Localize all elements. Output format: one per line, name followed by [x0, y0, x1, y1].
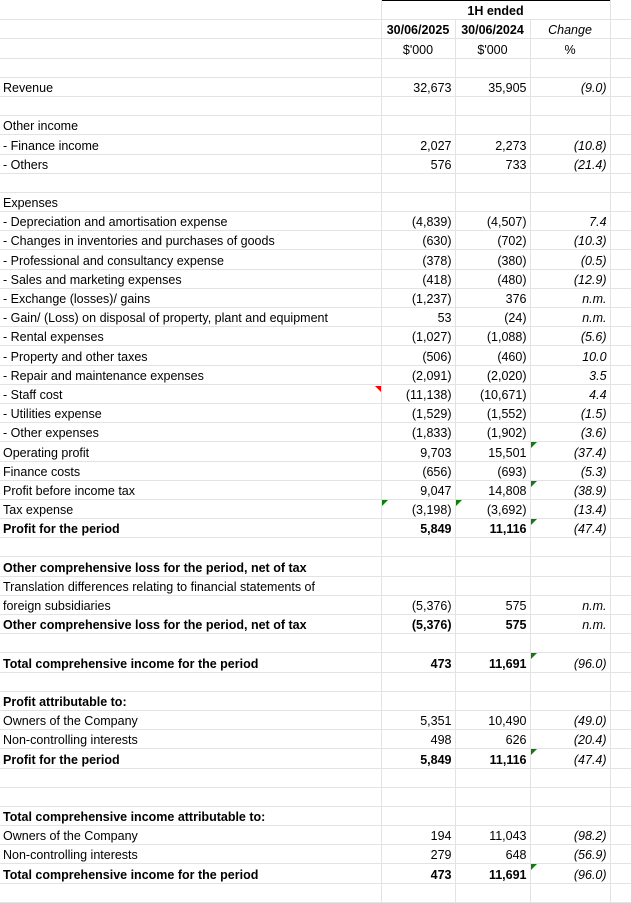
- header-row-span: [0, 1, 631, 20]
- cell-value-current[interactable]: (3,198): [381, 499, 455, 518]
- cell-value-prior[interactable]: 15,501: [455, 442, 530, 461]
- cell-value-current[interactable]: [381, 96, 455, 115]
- table-row: [0, 135, 631, 154]
- table-row: [0, 826, 631, 845]
- cell-row-tail: [610, 538, 631, 557]
- cell-row-tail: [610, 327, 631, 346]
- table-row: [0, 749, 631, 768]
- cell-row-tail: [610, 615, 631, 634]
- cell-value-prior[interactable]: 575: [455, 595, 530, 614]
- cell-value-prior[interactable]: [455, 672, 530, 691]
- table-row: [0, 615, 631, 634]
- table-row: [0, 730, 631, 749]
- cell-value-prior[interactable]: [455, 173, 530, 192]
- cell-value-prior[interactable]: (460): [455, 346, 530, 365]
- error-indicator-icon: [531, 653, 537, 659]
- error-indicator-icon: [531, 481, 537, 487]
- table-row: [0, 691, 631, 710]
- cell-value-change[interactable]: [530, 787, 610, 806]
- cell-row-tail: [610, 308, 631, 327]
- cell-value-change[interactable]: [530, 538, 610, 557]
- header-tail-cell: [610, 1, 631, 20]
- cell-value-current[interactable]: 473: [381, 653, 455, 672]
- cell-line-item-label[interactable]: [0, 672, 381, 691]
- cell-value-current[interactable]: 194: [381, 826, 455, 845]
- cell-row-tail: [610, 749, 631, 768]
- error-indicator-icon: [382, 500, 388, 506]
- table-row: [0, 250, 631, 269]
- cell-row-tail: [610, 499, 631, 518]
- cell-row-tail: [610, 116, 631, 135]
- header-col-date-current: 30/06/2025: [381, 20, 455, 39]
- cell-row-tail: [610, 250, 631, 269]
- cell-value-prior[interactable]: (1,902): [455, 423, 530, 442]
- cell-row-tail: [610, 519, 631, 538]
- cell-value-change[interactable]: (21.4): [530, 154, 610, 173]
- cell-row-tail: [610, 826, 631, 845]
- cell-value-prior[interactable]: (4,507): [455, 212, 530, 231]
- cell-value-prior[interactable]: (380): [455, 250, 530, 269]
- cell-value-prior[interactable]: [455, 806, 530, 825]
- header-row-units: [0, 39, 631, 58]
- cell-value-change[interactable]: (37.4): [530, 442, 610, 461]
- cell-value-current[interactable]: (418): [381, 269, 455, 288]
- cell-value-current[interactable]: (2,091): [381, 365, 455, 384]
- cell-value-change[interactable]: 3.5: [530, 365, 610, 384]
- cell-row-tail: [610, 269, 631, 288]
- cell-row-tail: [610, 365, 631, 384]
- cell-value-change[interactable]: (3.6): [530, 423, 610, 442]
- cell-value-current[interactable]: [381, 58, 455, 77]
- cell-line-item-label[interactable]: - Changes in inventories and purchases of goods: [0, 231, 381, 250]
- table-row: [0, 710, 631, 729]
- cell-value-current[interactable]: (378): [381, 250, 455, 269]
- cell-value-change[interactable]: [530, 768, 610, 787]
- cell-value-current[interactable]: [381, 538, 455, 557]
- cell-value-change[interactable]: (10.8): [530, 135, 610, 154]
- cell-value-current[interactable]: 9,047: [381, 480, 455, 499]
- cell-line-item-label[interactable]: Expenses: [0, 192, 381, 211]
- cell-value-change[interactable]: (47.4): [530, 519, 610, 538]
- cell-line-item-label[interactable]: Revenue: [0, 77, 381, 96]
- cell-line-item-label[interactable]: [0, 96, 381, 115]
- cell-line-item-label[interactable]: Total comprehensive income for the period: [0, 864, 381, 883]
- cell-value-change[interactable]: [530, 672, 610, 691]
- table-row: [0, 595, 631, 614]
- cell-value-change[interactable]: [530, 192, 610, 211]
- cell-value-current[interactable]: 32,673: [381, 77, 455, 96]
- cell-value-change[interactable]: [530, 173, 610, 192]
- cell-row-tail: [610, 212, 631, 231]
- cell-value-change[interactable]: (10.3): [530, 231, 610, 250]
- table-row: [0, 787, 631, 806]
- cell-line-item-label[interactable]: [0, 173, 381, 192]
- table-row: [0, 864, 631, 883]
- table-row: [0, 192, 631, 211]
- cell-row-tail: [610, 77, 631, 96]
- table-row: [0, 327, 631, 346]
- cell-row-tail: [610, 173, 631, 192]
- cell-value-prior[interactable]: 11,116: [455, 519, 530, 538]
- header-units-current: $'000: [381, 39, 455, 58]
- cell-row-tail: [610, 442, 631, 461]
- cell-value-prior[interactable]: 575: [455, 615, 530, 634]
- cell-line-item-label[interactable]: - Professional and consultancy expense: [0, 250, 381, 269]
- error-indicator-icon: [531, 442, 537, 448]
- cell-value-prior[interactable]: 2,273: [455, 135, 530, 154]
- cell-row-tail: [610, 135, 631, 154]
- cell-value-change[interactable]: n.m.: [530, 595, 610, 614]
- cell-value-change[interactable]: [530, 116, 610, 135]
- cell-line-item-label[interactable]: - Property and other taxes: [0, 346, 381, 365]
- table-row: [0, 576, 631, 595]
- cell-value-prior[interactable]: 11,116: [455, 749, 530, 768]
- cell-line-item-label[interactable]: Tax expense: [0, 499, 381, 518]
- cell-value-change[interactable]: [530, 634, 610, 653]
- cell-line-item-label[interactable]: Translation differences relating to financial statements of: [0, 576, 381, 595]
- cell-line-item-label[interactable]: - Exchange (losses)/ gains: [0, 288, 381, 307]
- cell-value-current[interactable]: [381, 116, 455, 135]
- table-row: [0, 58, 631, 77]
- header-col-date-prior: 30/06/2024: [455, 20, 530, 39]
- cell-row-tail: [610, 864, 631, 883]
- cell-value-prior[interactable]: (702): [455, 231, 530, 250]
- cell-value-prior[interactable]: [455, 576, 530, 595]
- cell-value-current[interactable]: [381, 576, 455, 595]
- cell-value-current[interactable]: 473: [381, 864, 455, 883]
- cell-value-prior[interactable]: 10,490: [455, 710, 530, 729]
- cell-value-prior[interactable]: [455, 768, 530, 787]
- cell-value-change[interactable]: 4.4: [530, 384, 610, 403]
- cell-value-current[interactable]: [381, 192, 455, 211]
- cell-value-prior[interactable]: (3,692): [455, 499, 530, 518]
- cell-value-change[interactable]: (0.5): [530, 250, 610, 269]
- cell-value-change[interactable]: (13.4): [530, 499, 610, 518]
- cell-value-change[interactable]: (12.9): [530, 269, 610, 288]
- table-row: [0, 634, 631, 653]
- table-row: [0, 96, 631, 115]
- cell-row-tail: [610, 595, 631, 614]
- cell-line-item-label[interactable]: Profit for the period: [0, 749, 381, 768]
- header-units-prior: $'000: [455, 39, 530, 58]
- cell-value-prior[interactable]: 376: [455, 288, 530, 307]
- cell-line-item-label[interactable]: Profit before income tax: [0, 480, 381, 499]
- cell-line-item-label[interactable]: [0, 634, 381, 653]
- table-row: [0, 519, 631, 538]
- cell-value-current[interactable]: [381, 768, 455, 787]
- cell-value-current[interactable]: 53: [381, 308, 455, 327]
- cell-line-item-label[interactable]: - Utilities expense: [0, 403, 381, 422]
- cell-row-tail: [610, 883, 631, 902]
- cell-value-change[interactable]: 7.4: [530, 212, 610, 231]
- table-body: [0, 1, 631, 903]
- table-row: [0, 173, 631, 192]
- cell-value-change[interactable]: (56.9): [530, 845, 610, 864]
- comment-indicator-icon: [375, 386, 381, 392]
- table-row: [0, 480, 631, 499]
- cell-row-tail: [610, 710, 631, 729]
- error-indicator-icon: [531, 749, 537, 755]
- cell-line-item-label[interactable]: foreign subsidiaries: [0, 595, 381, 614]
- cell-value-current[interactable]: (1,027): [381, 327, 455, 346]
- cell-value-current[interactable]: (5,376): [381, 615, 455, 634]
- cell-line-item-label[interactable]: Non-controlling interests: [0, 730, 381, 749]
- cell-value-prior[interactable]: (1,088): [455, 327, 530, 346]
- cell-value-prior[interactable]: 14,808: [455, 480, 530, 499]
- cell-value-change[interactable]: (1.5): [530, 403, 610, 422]
- cell-line-item-label[interactable]: [0, 538, 381, 557]
- table-row: [0, 557, 631, 576]
- cell-value-change[interactable]: n.m.: [530, 615, 610, 634]
- error-indicator-icon: [456, 500, 462, 506]
- cell-row-tail: [610, 576, 631, 595]
- cell-line-item-label[interactable]: Other comprehensive loss for the period, net of tax: [0, 615, 381, 634]
- cell-value-change[interactable]: n.m.: [530, 288, 610, 307]
- cell-value-prior[interactable]: 11,691: [455, 653, 530, 672]
- cell-value-change[interactable]: [530, 96, 610, 115]
- cell-line-item-label[interactable]: - Others: [0, 154, 381, 173]
- cell-row-tail: [610, 192, 631, 211]
- table-row: [0, 365, 631, 384]
- cell-value-change[interactable]: [530, 883, 610, 902]
- cell-line-item-label[interactable]: - Staff cost: [0, 384, 381, 403]
- error-indicator-icon: [531, 519, 537, 525]
- cell-line-item-label[interactable]: Total comprehensive income attributable to:: [0, 806, 381, 825]
- cell-value-prior[interactable]: (2,020): [455, 365, 530, 384]
- cell-row-tail: [610, 480, 631, 499]
- cell-value-current[interactable]: (4,839): [381, 212, 455, 231]
- cell-line-item-label[interactable]: [0, 768, 381, 787]
- cell-value-current[interactable]: [381, 557, 455, 576]
- cell-line-item-label[interactable]: Other comprehensive loss for the period, net of tax: [0, 557, 381, 576]
- cell-row-tail: [610, 730, 631, 749]
- header-period-title: 1H ended: [381, 1, 610, 20]
- cell-line-item-label[interactable]: [0, 883, 381, 902]
- cell-value-current[interactable]: [381, 691, 455, 710]
- cell-value-current[interactable]: 5,351: [381, 710, 455, 729]
- cell-value-current[interactable]: [381, 634, 455, 653]
- cell-value-change[interactable]: n.m.: [530, 308, 610, 327]
- cell-line-item-label[interactable]: Non-controlling interests: [0, 845, 381, 864]
- cell-value-prior[interactable]: [455, 192, 530, 211]
- cell-row-tail: [610, 288, 631, 307]
- cell-value-current[interactable]: [381, 787, 455, 806]
- cell-value-current[interactable]: [381, 806, 455, 825]
- cell-value-prior[interactable]: 35,905: [455, 77, 530, 96]
- table-row: [0, 212, 631, 231]
- cell-value-prior[interactable]: 11,691: [455, 864, 530, 883]
- cell-line-item-label[interactable]: Operating profit: [0, 442, 381, 461]
- cell-value-current[interactable]: 2,027: [381, 135, 455, 154]
- table-row: [0, 308, 631, 327]
- table-row: [0, 384, 631, 403]
- cell-value-current[interactable]: (630): [381, 231, 455, 250]
- cell-row-tail: [610, 96, 631, 115]
- cell-line-item-label[interactable]: [0, 58, 381, 77]
- error-indicator-icon: [531, 864, 537, 870]
- cell-row-tail: [610, 806, 631, 825]
- cell-row-tail: [610, 557, 631, 576]
- cell-value-prior[interactable]: [455, 58, 530, 77]
- cell-value-change[interactable]: (5.6): [530, 327, 610, 346]
- header-blank-label-3: [0, 39, 381, 58]
- table-row: [0, 845, 631, 864]
- table-row: [0, 653, 631, 672]
- cell-line-item-label[interactable]: [0, 787, 381, 806]
- cell-value-current[interactable]: 279: [381, 845, 455, 864]
- cell-row-tail: [610, 154, 631, 173]
- cell-value-current[interactable]: (1,529): [381, 403, 455, 422]
- cell-value-change[interactable]: [530, 576, 610, 595]
- cell-value-prior[interactable]: (480): [455, 269, 530, 288]
- cell-value-prior[interactable]: (693): [455, 461, 530, 480]
- cell-value-change[interactable]: 10.0: [530, 346, 610, 365]
- cell-line-item-label[interactable]: Total comprehensive income for the period: [0, 653, 381, 672]
- cell-value-change[interactable]: (20.4): [530, 730, 610, 749]
- cell-row-tail: [610, 423, 631, 442]
- cell-value-change[interactable]: (96.0): [530, 864, 610, 883]
- table-row: [0, 538, 631, 557]
- cell-value-current[interactable]: (1,237): [381, 288, 455, 307]
- cell-value-prior[interactable]: 648: [455, 845, 530, 864]
- cell-value-current[interactable]: (1,833): [381, 423, 455, 442]
- cell-value-prior[interactable]: [455, 96, 530, 115]
- header-blank-label-2: [0, 20, 381, 39]
- table-row: [0, 768, 631, 787]
- cell-row-tail: [610, 672, 631, 691]
- cell-row-tail: [610, 461, 631, 480]
- cell-line-item-label[interactable]: Profit for the period: [0, 519, 381, 538]
- cell-line-item-label[interactable]: - Other expenses: [0, 423, 381, 442]
- cell-value-prior[interactable]: (1,552): [455, 403, 530, 422]
- table-row: [0, 499, 631, 518]
- cell-value-current[interactable]: (506): [381, 346, 455, 365]
- table-row: [0, 461, 631, 480]
- cell-line-item-label[interactable]: Owners of the Company: [0, 826, 381, 845]
- cell-row-tail: [610, 403, 631, 422]
- cell-value-current[interactable]: [381, 672, 455, 691]
- cell-value-prior[interactable]: [455, 634, 530, 653]
- cell-row-tail: [610, 384, 631, 403]
- table-row: [0, 116, 631, 135]
- cell-line-item-label[interactable]: - Finance income: [0, 135, 381, 154]
- cell-value-prior[interactable]: 626: [455, 730, 530, 749]
- cell-row-tail: [610, 231, 631, 250]
- table-row: [0, 154, 631, 173]
- table-row: [0, 288, 631, 307]
- cell-value-prior[interactable]: [455, 557, 530, 576]
- cell-value-change[interactable]: (98.2): [530, 826, 610, 845]
- cell-value-prior[interactable]: [455, 538, 530, 557]
- cell-row-tail: [610, 691, 631, 710]
- cell-line-item-label[interactable]: Finance costs: [0, 461, 381, 480]
- table-row: [0, 403, 631, 422]
- cell-value-prior[interactable]: (24): [455, 308, 530, 327]
- cell-value-current[interactable]: 9,703: [381, 442, 455, 461]
- cell-row-tail: [610, 346, 631, 365]
- cell-line-item-label[interactable]: Owners of the Company: [0, 710, 381, 729]
- cell-value-change[interactable]: (49.0): [530, 710, 610, 729]
- cell-line-item-label[interactable]: - Depreciation and amortisation expense: [0, 212, 381, 231]
- table-row: [0, 231, 631, 250]
- cell-line-item-label[interactable]: - Gain/ (Loss) on disposal of property, plant and equipment: [0, 308, 381, 327]
- table-row: [0, 269, 631, 288]
- cell-value-current[interactable]: 5,849: [381, 749, 455, 768]
- cell-value-prior[interactable]: [455, 691, 530, 710]
- table-row: [0, 672, 631, 691]
- table-row: [0, 346, 631, 365]
- table-row: [0, 806, 631, 825]
- cell-line-item-label[interactable]: Other income: [0, 116, 381, 135]
- header-blank-label: [0, 1, 381, 20]
- cell-row-tail: [610, 787, 631, 806]
- cell-value-current[interactable]: 498: [381, 730, 455, 749]
- cell-row-tail: [610, 653, 631, 672]
- cell-line-item-label[interactable]: - Repair and maintenance expenses: [0, 365, 381, 384]
- table-row: [0, 442, 631, 461]
- cell-value-change[interactable]: [530, 806, 610, 825]
- header-tail-cell-2: [610, 20, 631, 39]
- cell-line-item-label[interactable]: - Rental expenses: [0, 327, 381, 346]
- cell-value-change[interactable]: [530, 691, 610, 710]
- cell-value-prior[interactable]: 11,043: [455, 826, 530, 845]
- table-row: [0, 883, 631, 902]
- cell-value-prior[interactable]: 733: [455, 154, 530, 173]
- cell-value-prior[interactable]: [455, 116, 530, 135]
- header-tail-cell-3: [610, 39, 631, 58]
- header-units-change: %: [530, 39, 610, 58]
- table-row: [0, 423, 631, 442]
- cell-value-change[interactable]: (5.3): [530, 461, 610, 480]
- cell-value-current[interactable]: 5,849: [381, 519, 455, 538]
- cell-line-item-label[interactable]: - Sales and marketing expenses: [0, 269, 381, 288]
- cell-row-tail: [610, 768, 631, 787]
- cell-value-change[interactable]: [530, 557, 610, 576]
- cell-row-tail: [610, 58, 631, 77]
- header-col-change: Change: [530, 20, 610, 39]
- cell-row-tail: [610, 845, 631, 864]
- cell-value-current[interactable]: 576: [381, 154, 455, 173]
- cell-value-current[interactable]: (5,376): [381, 595, 455, 614]
- cell-value-current[interactable]: [381, 173, 455, 192]
- cell-value-prior[interactable]: [455, 883, 530, 902]
- table-row: [0, 77, 631, 96]
- cell-value-change[interactable]: (38.9): [530, 480, 610, 499]
- cell-value-change[interactable]: (96.0): [530, 653, 610, 672]
- cell-value-change[interactable]: [530, 58, 610, 77]
- cell-value-change[interactable]: (47.4): [530, 749, 610, 768]
- cell-value-prior[interactable]: (10,671): [455, 384, 530, 403]
- cell-value-current[interactable]: [381, 883, 455, 902]
- cell-value-current[interactable]: (11,138): [381, 384, 455, 403]
- cell-row-tail: [610, 634, 631, 653]
- cell-value-prior[interactable]: [455, 787, 530, 806]
- header-row-dates: [0, 20, 631, 39]
- cell-value-current[interactable]: (656): [381, 461, 455, 480]
- cell-value-change[interactable]: (9.0): [530, 77, 610, 96]
- cell-line-item-label[interactable]: Profit attributable to:: [0, 691, 381, 710]
